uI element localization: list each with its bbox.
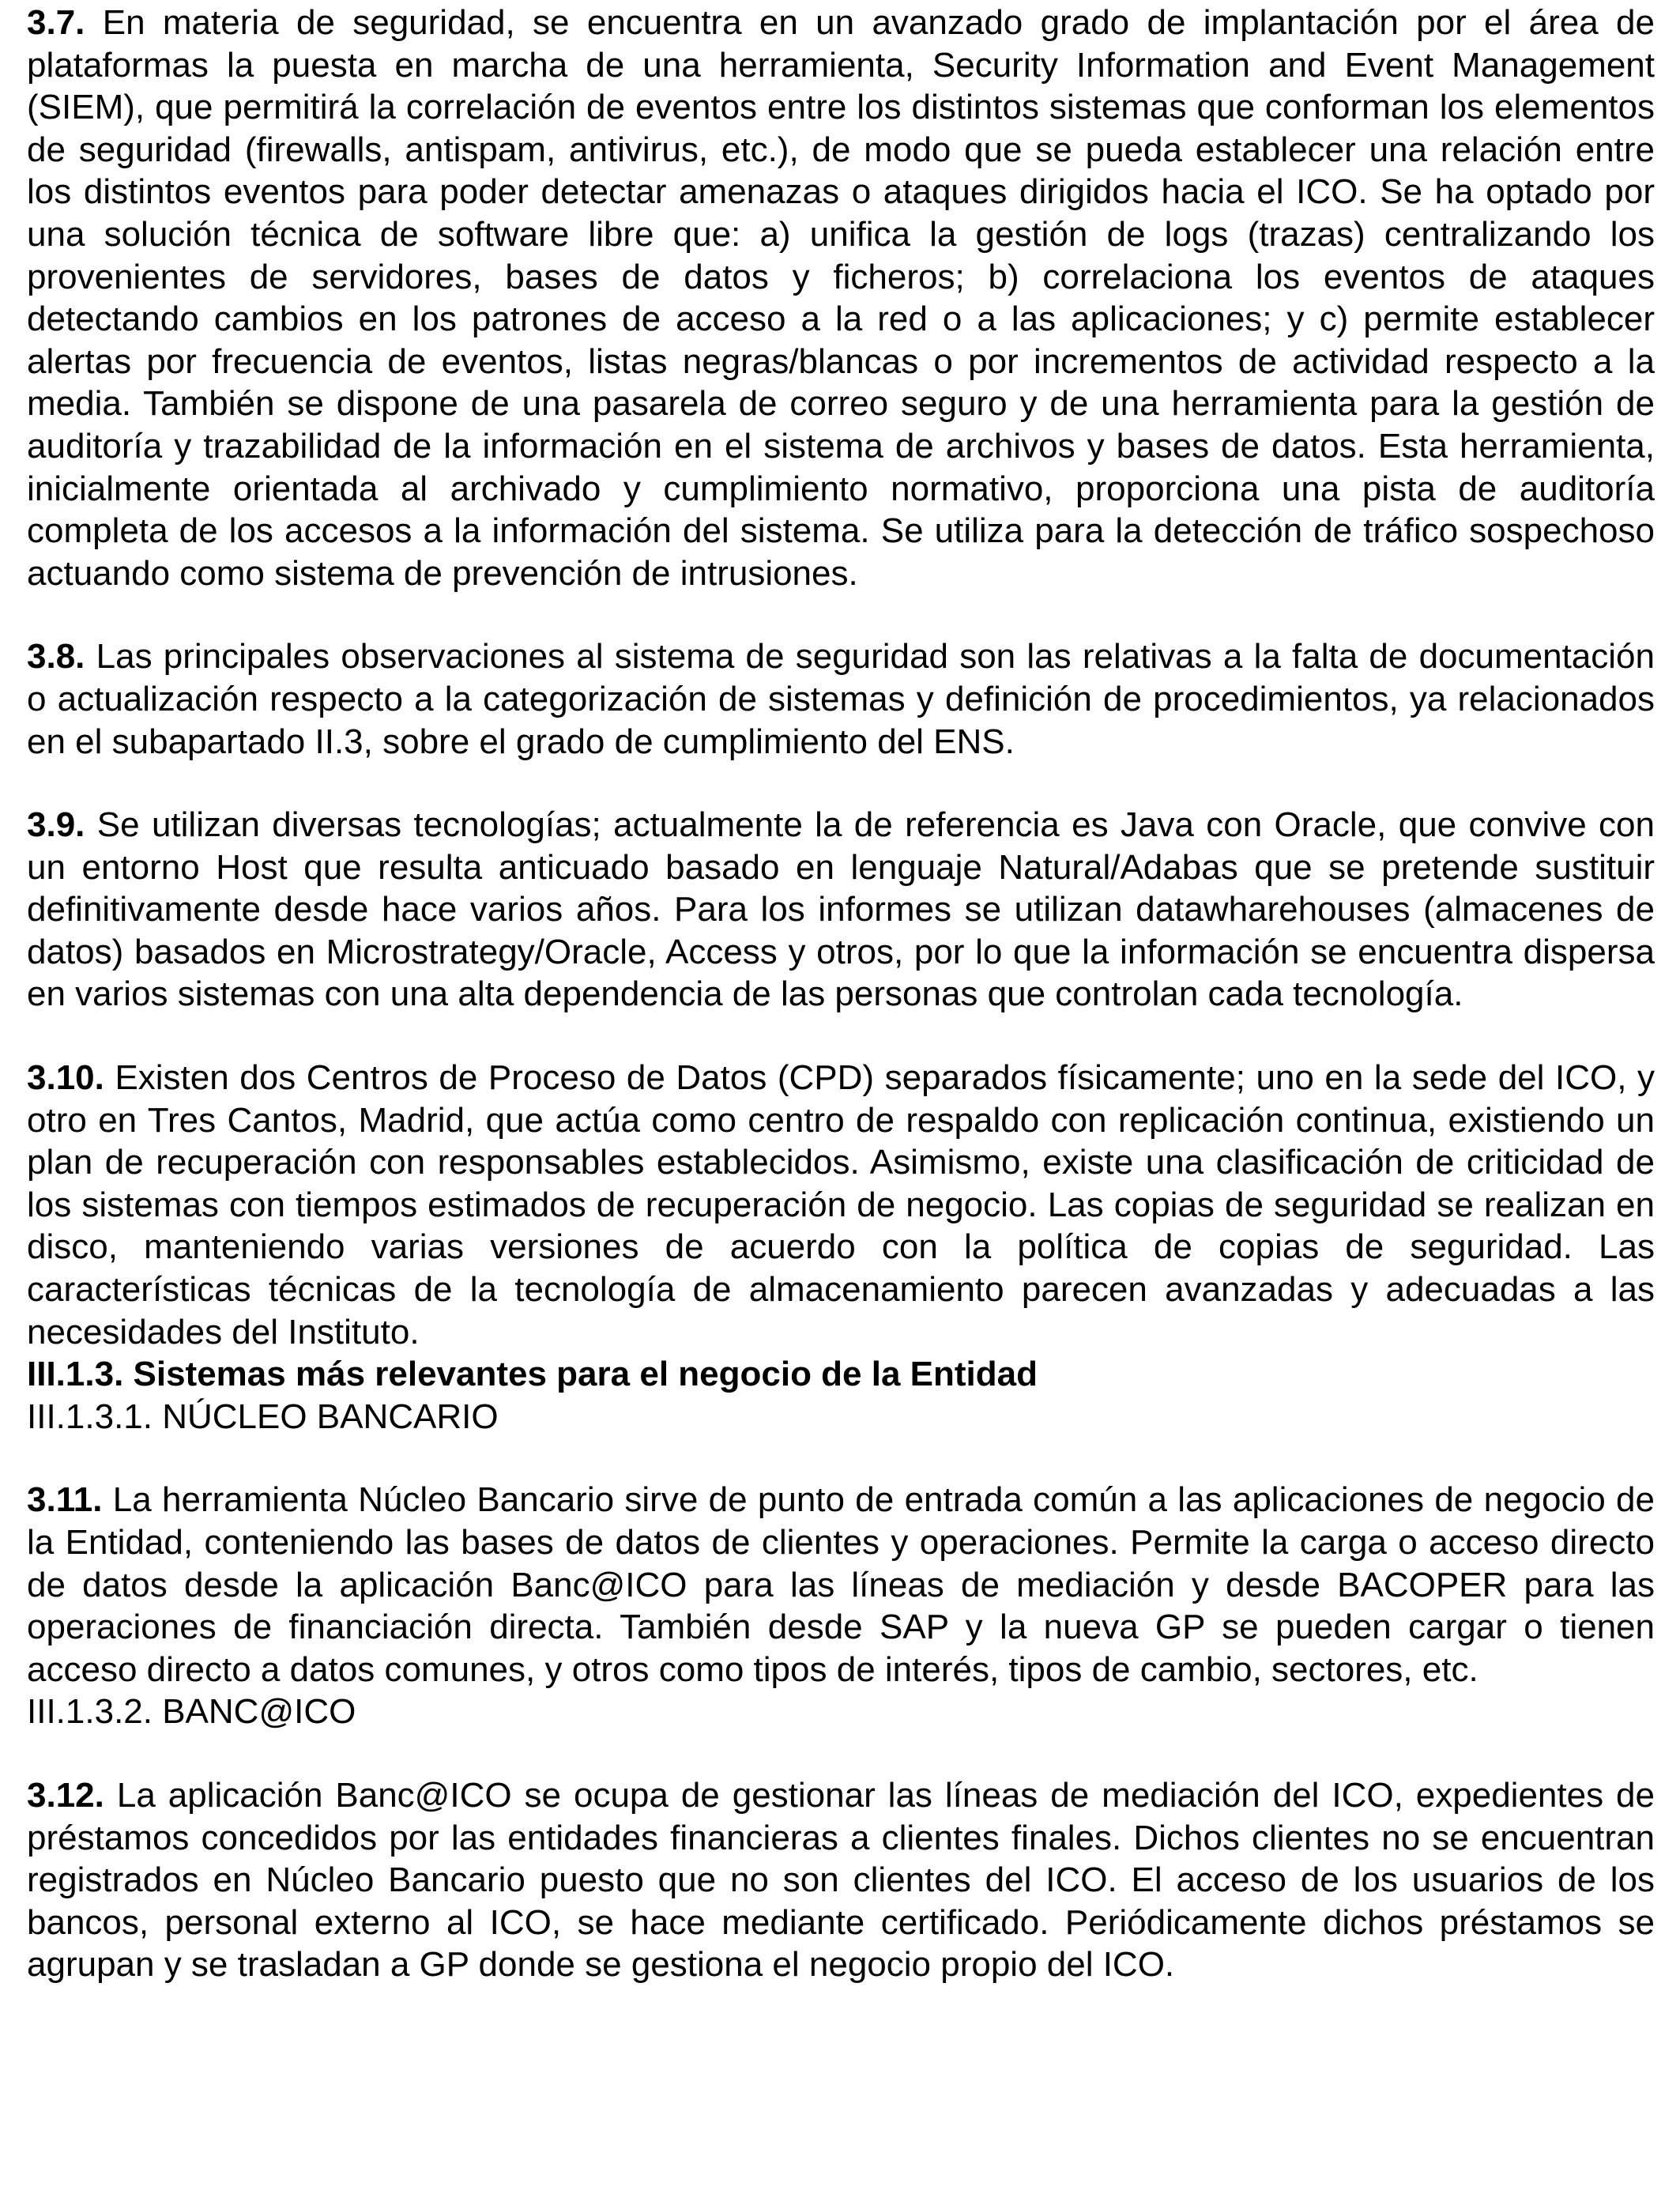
paragraph-text: La herramienta Núcleo Bancario sirve de punto de entrada común a las aplicaciones de negocio de la Entidad, conteniendo las bases de datos de clientes y operaciones. Permite la carga o acceso directo de datos desde la aplicación Banc@ICO para las líneas de mediación y desde BACOPER para las operaciones de financiación directa. También desde SAP y la nueva GP se pueden cargar o tienen acceso directo a datos comunes, y otros como tipos de interés, tipos de cambio, sectores, etc.	[27, 1480, 1655, 1689]
paragraph-3-11	[27, 1479, 1655, 1691]
document-page	[27, 2, 1655, 1986]
paragraph-number: 3.10.	[27, 1058, 104, 1098]
subsection-heading-nucleo-bancario: III.1.3.1. NÚCLEO BANCARIO	[27, 1397, 499, 1436]
section-heading: III.1.3. Sistemas más relevantes para el negocio de la Entidad	[27, 1355, 1038, 1394]
paragraph-text: Las principales observaciones al sistema de seguridad son las relativas a la falta de documentación o actualización respecto a la categorización de sistemas y definición de procedimientos, ya relacionados en el subapartado II.3, sobre el grado de cumplimiento del ENS.	[27, 637, 1655, 761]
paragraph-text: Existen dos Centros de Proceso de Datos (CPD) separados físicamente; uno en la sede del ICO, y otro en Tres Cantos, Madrid, que actúa como centro de respaldo con replicación continua, existiendo un plan de recuperación con responsables establecidos. Asimismo, existe una clasificación de criticidad de los sistemas con tiempos estimados de recuperación de negocio. Las copias de seguridad se realizan en disco, manteniendo varias versiones de acuerdo con la política de copias de seguridad. Las características técnicas de la tecnología de almacenamiento parecen avanzadas y adecuadas a las necesidades del Instituto.	[27, 1058, 1655, 1351]
paragraph-number: 3.8.	[27, 637, 85, 677]
paragraph-3-10	[27, 1057, 1655, 1353]
paragraph-text: Se utilizan diversas tecnologías; actualmente la de referencia es Java con Oracle, que convive con un entorno Host que resulta anticuado basado en lenguaje Natural/Adabas que se pretende sustituir definitivamente desde hace varios años. Para los informes se utilizan datawharehouses (almacenes de datos) basados en Microstrategy/Oracle, Access y otros, por lo que la información se encuentra dispersa en varios sistemas con una alta dependencia de las personas que controlan cada tecnología.	[27, 805, 1655, 1014]
paragraph-3-12	[27, 1774, 1655, 1986]
paragraph-3-8	[27, 635, 1655, 763]
paragraph-number: 3.7.	[27, 3, 85, 42]
subsection-heading-bancico: III.1.3.2. BANC@ICO	[27, 1692, 356, 1732]
paragraph-number: 3.9.	[27, 805, 85, 845]
paragraph-3-7	[27, 2, 1655, 594]
paragraph-text: La aplicación Banc@ICO se ocupa de gestionar las líneas de mediación del ICO, expedientes de préstamos concedidos por las entidades financieras a clientes finales. Dichos clientes no se encuentran registrados en Núcleo Bancario puesto que no son clientes del ICO. El acceso de los usuarios de los bancos, personal externo al ICO, se hace mediante certificado. Periódicamente dichos préstamos se agrupan y se trasladan a GP donde se gestiona el negocio propio del ICO.	[27, 1775, 1655, 1985]
paragraph-number: 3.12.	[27, 1775, 104, 1815]
paragraph-3-9	[27, 804, 1655, 1016]
paragraph-text: En materia de seguridad, se encuentra en un avanzado grado de implantación por el área de plataformas la puesta en marcha de una herramienta, Security Information and Event Management (SIEM), que permitirá la correlación de eventos entre los distintos sistemas que conforman los elementos de seguridad (firewalls, antispam, antivirus, etc.), de modo que se pueda establecer una relación entre los distintos eventos para poder detectar amenazas o ataques dirigidos hacia el ICO. Se ha optado por una solución técnica de software libre que: a) unifica la gestión de logs (trazas) centralizando los provenientes de servidores, bases de datos y ficheros; b) correlaciona los eventos de ataques detectando cambios en los patrones de acceso a la red o a las aplicaciones; y c) permite establecer alertas por frecuencia de eventos, listas negras/blancas o por incrementos de actividad respecto a la media. También se dispone de una pasarela de correo seguro y de una herramienta para la gestión de auditoría y trazabilidad de la información en el sistema de archivos y bases de datos. Esta herramienta, inicialmente orientada al archivado y cumplimiento normativo, proporciona una pista de auditoría completa de los accesos a la información del sistema. Se utiliza para la detección de tráfico sospechoso actuando como sistema de prevención de intrusiones.	[27, 3, 1655, 593]
paragraph-number: 3.11.	[27, 1480, 103, 1520]
